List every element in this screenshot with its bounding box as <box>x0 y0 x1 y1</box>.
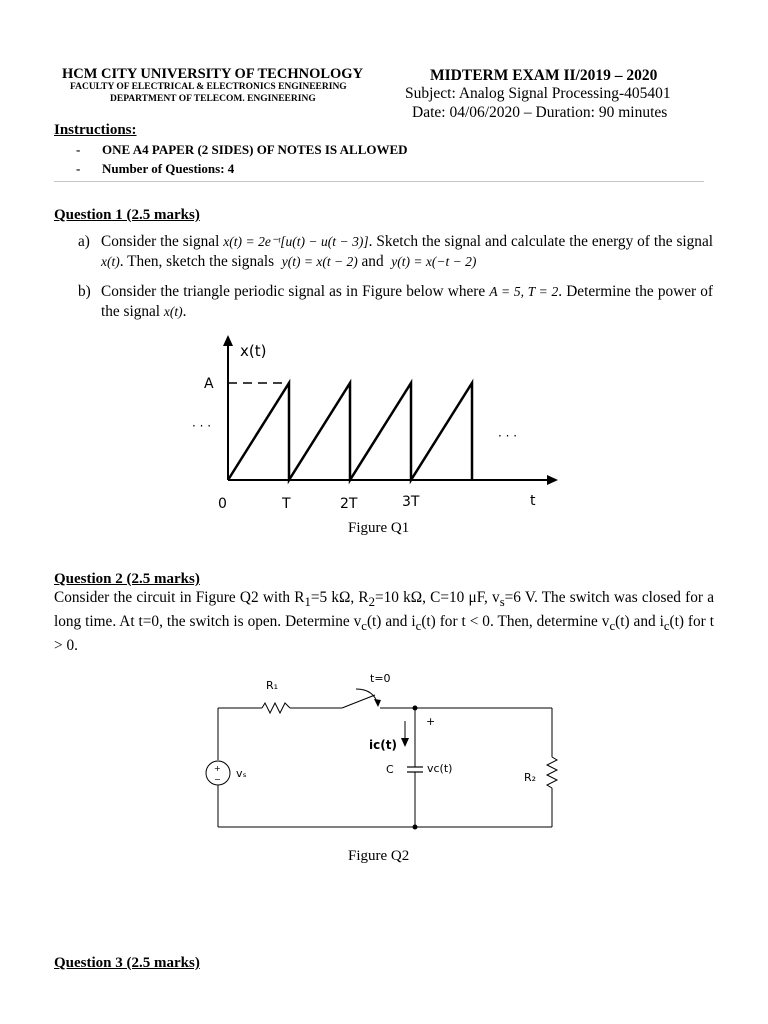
r1-label: R₁ <box>266 679 279 692</box>
equation: y(t) = x(−t − 2) <box>391 254 477 269</box>
instruction-text: ONE A4 PAPER (2 SIDES) OF NOTES IS ALLOWED <box>102 142 408 157</box>
dots-right: · · · <box>498 429 518 443</box>
r2-label: R₂ <box>524 771 537 784</box>
amplitude-label: A <box>204 376 214 392</box>
source-minus: − <box>214 775 221 784</box>
q1b-label: b) <box>78 283 91 300</box>
figure-q2-circuit <box>190 665 590 840</box>
source-label: vₛ <box>236 767 247 780</box>
university-name: HCM CITY UNIVERSITY OF TECHNOLOGY <box>62 66 364 82</box>
tick-label: 3T <box>402 494 420 510</box>
question-3-title: Question 3 (2.5 marks) <box>54 955 200 971</box>
tick-label: 0 <box>218 496 227 512</box>
instructions-title: Instructions: <box>54 122 137 138</box>
faculty-name: FACULTY OF ELECTRICAL & ELECTRONICS ENGINEERING <box>70 82 347 92</box>
instruction-item: - ONE A4 PAPER (2 SIDES) OF NOTES IS ALLOWED <box>76 142 408 157</box>
equation: A = 5, T = 2 <box>489 284 559 299</box>
exam-subject: Subject: Analog Signal Processing-405401 <box>405 85 671 102</box>
q1a-text: Consider the signal x(t) = 2e⁻ᵗ[u(t) − u(t − 3)]. Sketch the signal and calculate the energy of the signal x(t). Then, sketch the signals y(t) = x(t − 2) and y(t) = x(−t − 2) <box>101 233 713 270</box>
resistor-r2 <box>547 757 557 788</box>
tick-label: 2T <box>340 496 358 512</box>
equation: x(t) <box>101 254 120 269</box>
plus-label: + <box>426 715 436 728</box>
figure-q2-caption: Figure Q2 <box>348 848 410 864</box>
y-axis-label: x(t) <box>240 342 267 360</box>
exam-date: Date: 04/06/2020 – Duration: 90 minutes <box>412 104 668 121</box>
instruction-item: - Number of Questions: 4 <box>76 161 235 176</box>
figure-q1-sawtooth <box>170 330 590 520</box>
department-name: DEPARTMENT OF TELECOM. ENGINEERING <box>110 94 316 104</box>
q1b-text: Consider the triangle periodic signal as in Figure below where A = 5, T = 2. Determine the power of the signal x(t). <box>101 283 713 320</box>
x-axis-label: t <box>530 493 536 509</box>
switch-label: t=0 <box>370 672 391 685</box>
instruction-text: Number of Questions: 4 <box>102 161 235 176</box>
c-label: C <box>386 763 394 776</box>
equation: x(t) <box>163 304 183 319</box>
dots-left: · · · <box>192 419 212 433</box>
source-plus: + <box>214 764 221 773</box>
figure-q1-caption: Figure Q1 <box>348 520 410 536</box>
ic-label: iᴄ(t) <box>369 738 397 752</box>
question-2-title: Question 2 (2.5 marks) <box>54 571 200 587</box>
switch-arrow-icon <box>356 689 378 705</box>
question-1-title: Question 1 (2.5 marks) <box>54 207 200 223</box>
equation: y(t) = x(t − 2) <box>281 254 358 269</box>
q2-text: Consider the circuit in Figure Q2 with $R_1=5$ kΩ, $R_2=10$ kΩ, C=10 μF, $v_s=6$ V. The switch was closed for a long time. At t=0, the switch is open. Determine $v_c(t)$ and $i_c(t)$ for t < 0. Then, determine $v_c(t)$ and $i_c(t)$ for t > 0. <box>54 589 715 655</box>
resistor-r1 <box>262 703 290 713</box>
tick-label: T <box>282 496 291 512</box>
divider <box>54 181 704 182</box>
equation: x(t) = 2e⁻ᵗ[u(t) − u(t − 3)] <box>223 234 369 249</box>
vc-label: vᴄ(t) <box>427 762 453 775</box>
q1a-label: a) <box>78 233 90 250</box>
exam-title: MIDTERM EXAM II/2019 – 2020 <box>430 67 658 84</box>
current-arrow-icon <box>401 738 409 747</box>
switch <box>342 695 375 708</box>
